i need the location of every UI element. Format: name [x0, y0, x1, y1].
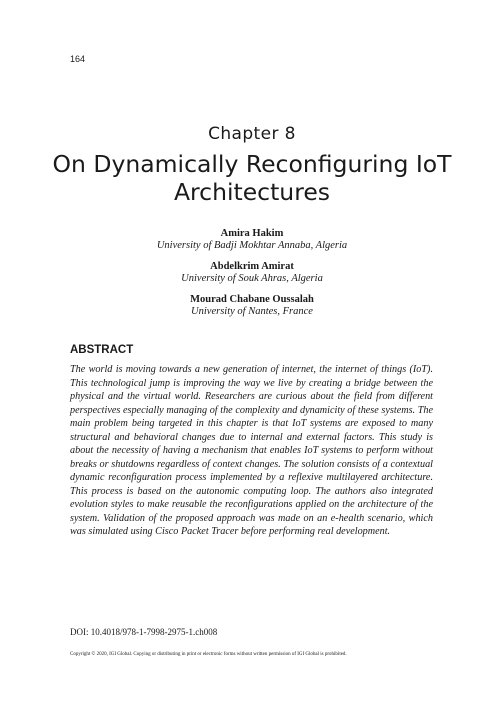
chapter-label: Chapter 8 [208, 124, 296, 144]
chapter-title: On Dynamically Reconfiguring IoT Architectures [52, 150, 452, 206]
copyright-notice: Copyright © 2020, IGI Global. Copying or distributing in print or electronic forms without written permission of IGI Global is prohibited. [70, 652, 347, 657]
author-affiliation: University of Souk Ahras, Algeria [181, 273, 323, 284]
author-name: Abdelkrim Amirat [210, 261, 294, 272]
author-affiliation: University of Badji Mokhtar Annaba, Algeria [156, 240, 348, 251]
doi-line: DOI: 10.4018/978-1-7998-2975-1.ch008 [70, 627, 218, 637]
abstract-text: The world is moving towards a new generation of internet, the internet of things (IoT). This technological jump is improving the way we live by creating a bridge between the physical and the virtual world. Researchers are curious about the field from different perspectives especially managing of the complexity and dynamicity of these systems. The main problem being targeted in this chapter is that IoT systems are exposed to many structural and behavioral changes due to internal and external factors. This study is about the necessity of having a mechanism that enables IoT systems to perform without breaks or shutdowns regardless of context changes. The solution consists of a contextual dynamic reconfiguration process implemented by a reflexive multilayered architecture. This process is based on the autonomic computing loop. The authors also integrated evolution styles to make reusable the reconfigurations applied on the architecture of the system. Validation of the proposed approach was made on an e-health scenario, which was simulated using Cisco Packet Tracer before performing real development. [70, 364, 433, 537]
author-name: Mourad Chabane Oussalah [190, 294, 314, 305]
author-name: Amira Hakim [220, 228, 284, 239]
author-entry [0, 294, 504, 318]
author-list [0, 228, 504, 327]
page-number: 164 [70, 54, 86, 64]
author-entry [0, 261, 504, 285]
author-entry [0, 228, 504, 252]
author-affiliation: University of Nantes, France [191, 306, 313, 317]
abstract-heading: ABSTRACT [70, 344, 134, 356]
